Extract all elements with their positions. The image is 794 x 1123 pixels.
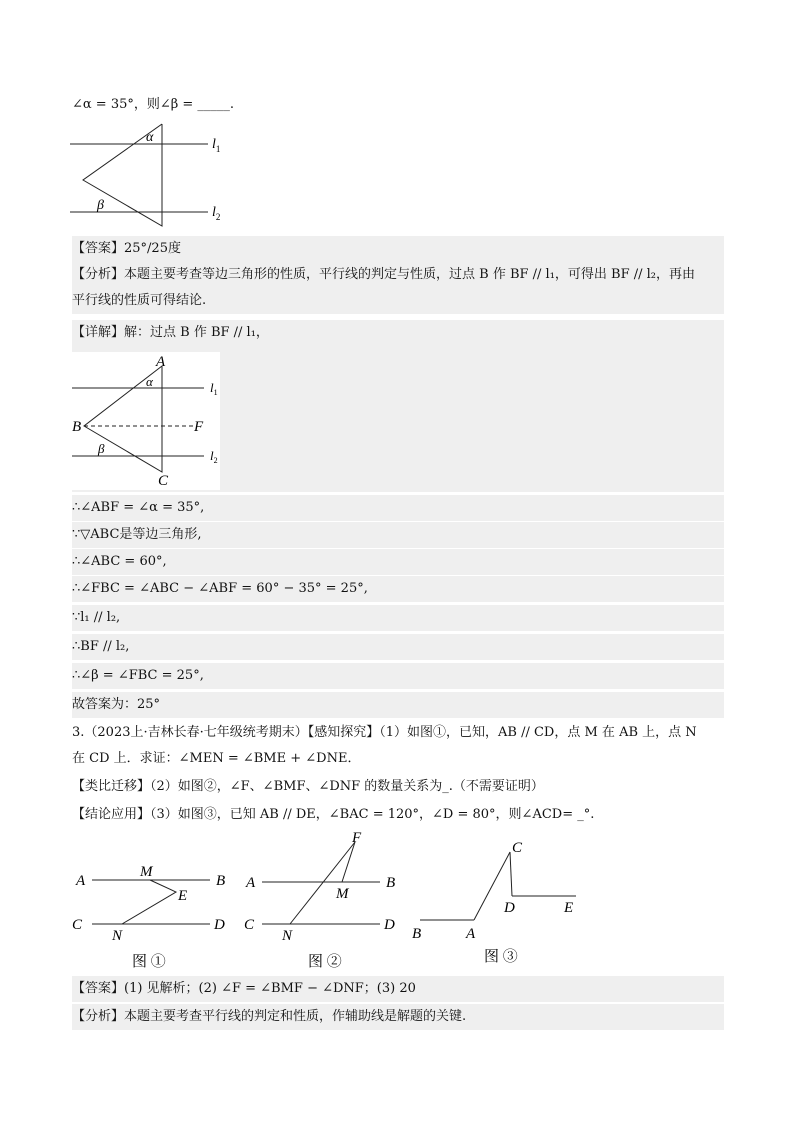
figure-3 bbox=[412, 840, 576, 965]
svg-text:B: B bbox=[412, 926, 422, 942]
svg-text:A: A bbox=[76, 873, 86, 889]
svg-text:图 ③: 图 ③ bbox=[484, 949, 518, 965]
svg-text:B: B bbox=[216, 873, 226, 889]
step-3: ∴∠ABC = 60°, bbox=[72, 549, 724, 575]
question-tail: ∠α = 35°，则∠β = _____. bbox=[72, 97, 235, 112]
svg-text:E: E bbox=[564, 900, 574, 916]
label-C: C bbox=[158, 473, 169, 489]
svg-text:D: D bbox=[504, 900, 515, 916]
svg-text:图 ①: 图 ① bbox=[132, 954, 166, 970]
step-2: ∵▽ABC是等边三角形, bbox=[72, 522, 724, 548]
q3-line-4: 【结论应用】（3）如图③，已知 AB // DE，∠BAC = 120°，∠D = 80°，则∠ACD= _°. bbox=[72, 807, 595, 822]
svg-text:D: D bbox=[384, 917, 395, 933]
label-A: A bbox=[156, 354, 166, 370]
l1-label: $l_1$ bbox=[210, 380, 218, 397]
detail-title: 【详解】解：过点 B 作 BF // l₁， bbox=[72, 320, 724, 346]
analysis2-line: 【分析】本题主要考查平行线的判定和性质，作辅助线是解题的关键. bbox=[72, 1004, 724, 1030]
answer2-line: 【答案】(1) 见解析；(2) ∠F = ∠BMF − ∠DNF；(3) 20 bbox=[72, 976, 724, 1002]
svg-text:D: D bbox=[214, 917, 225, 933]
step-1: ∴∠ABF = ∠α = 35°, bbox=[72, 495, 724, 521]
figure-2 bbox=[244, 830, 395, 970]
svg-text:N: N bbox=[282, 928, 293, 944]
q3-line-1: 3.（2023上·吉林长春·七年级统考期末）【感知探究】（1）如图①，已知，AB // CD，点 M 在 AB 上，点 N bbox=[72, 725, 697, 740]
figure-with-auxiliary-line bbox=[72, 352, 220, 490]
l2-label: $l_2$ bbox=[210, 448, 218, 465]
figures-row bbox=[70, 828, 600, 976]
alpha-label: α bbox=[146, 374, 153, 389]
svg-text:C: C bbox=[512, 840, 523, 856]
q3-line-2: 在 CD 上．求证：∠MEN = ∠BME + ∠DNE． bbox=[72, 751, 361, 766]
svg-text:M: M bbox=[336, 886, 349, 902]
svg-text:C: C bbox=[72, 917, 83, 933]
svg-text:图 ②: 图 ② bbox=[308, 954, 342, 970]
step-5: ∵l₁ // l₂, bbox=[72, 605, 724, 631]
figure-1 bbox=[72, 864, 225, 970]
svg-text:A: A bbox=[246, 875, 256, 891]
step-4: ∴∠FBC = ∠ABC − ∠ABF = 60° − 35° = 25°, bbox=[72, 576, 724, 602]
svg-text:N: N bbox=[112, 928, 123, 944]
label-B: B bbox=[72, 419, 82, 435]
l2-label: $l_2$ bbox=[212, 205, 221, 222]
step-8: 故答案为：25° bbox=[72, 692, 724, 718]
label-F: F bbox=[194, 419, 204, 435]
step-7: ∴∠β = ∠FBC = 25°, bbox=[72, 663, 724, 689]
q3-line-3: 【类比迁移】（2）如图②，∠F、∠BMF、∠DNF 的数量关系为_.（不需要证明） bbox=[72, 779, 544, 794]
svg-text:C: C bbox=[244, 917, 255, 933]
step-6: ∴BF // l₂, bbox=[72, 634, 724, 660]
answer-line: 【答案】25°/25度 bbox=[72, 236, 724, 262]
analysis-line-2: 平行线的性质可得结论. bbox=[72, 288, 724, 314]
alpha-label: α bbox=[146, 130, 154, 145]
svg-text:E: E bbox=[178, 888, 188, 904]
svg-text:A: A bbox=[466, 926, 476, 942]
svg-text:M: M bbox=[140, 864, 153, 880]
svg-text:B: B bbox=[386, 875, 396, 891]
analysis-line-1: 【分析】本题主要考查等边三角形的性质，平行线的判定与性质，过点 B 作 BF // l₁，可得出 BF // l₂，再由 bbox=[72, 262, 724, 288]
beta-label: β bbox=[97, 198, 104, 213]
beta-label: β bbox=[98, 441, 105, 456]
l1-label: $l_1$ bbox=[212, 137, 221, 154]
svg-text:F: F bbox=[352, 830, 362, 846]
figure-parallel-lines-triangle bbox=[70, 118, 240, 230]
